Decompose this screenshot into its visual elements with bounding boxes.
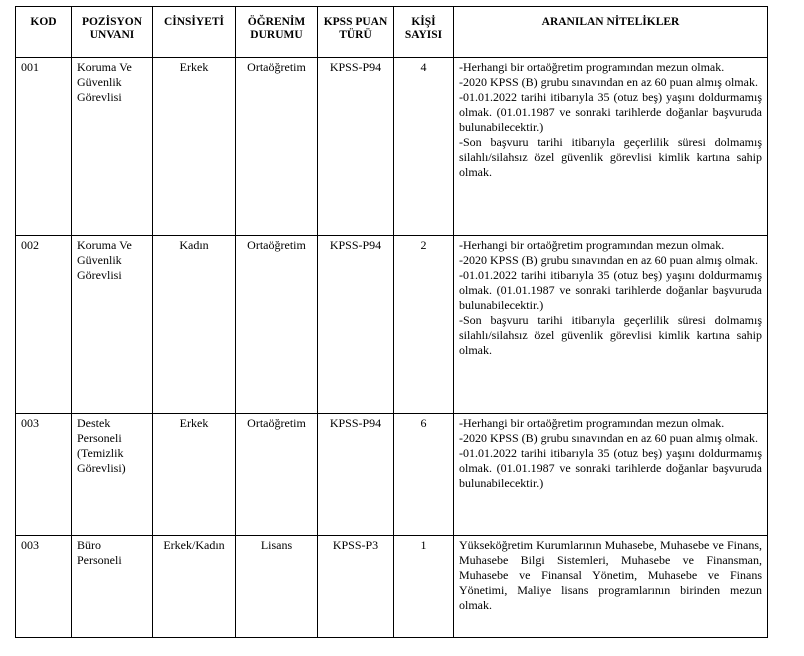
cell-kpss: KPSS-P94 — [318, 414, 394, 536]
header-pozisyon: POZİSYON UNVANI — [72, 7, 153, 58]
cell-pozisyon: Koruma Ve Güvenlik Görevlisi — [72, 236, 153, 414]
cell-ogrenim: Lisans — [236, 536, 318, 638]
header-nitelikler: ARANILAN NİTELİKLER — [454, 7, 768, 58]
cell-nitelikler — [454, 414, 768, 536]
header-kod: KOD — [16, 7, 72, 58]
table-row — [16, 536, 768, 638]
cell-kod: 003 — [16, 414, 72, 536]
positions-table — [15, 6, 768, 638]
requirement-item: -2020 KPSS (B) grubu sınavından en az 60 puan almış olmak. — [459, 431, 758, 445]
cell-kisi: 1 — [394, 536, 454, 638]
table-row — [16, 236, 768, 414]
cell-cinsiyet: Erkek/Kadın — [153, 536, 236, 638]
header-kisi: KİŞİ SAYISI — [394, 7, 454, 58]
cell-kod: 003 — [16, 536, 72, 638]
cell-nitelikler — [454, 236, 768, 414]
cell-ogrenim: Ortaöğretim — [236, 414, 318, 536]
requirement-item: -Herhangi bir ortaöğretim programından mezun olmak. — [459, 60, 725, 74]
header-ogrenim: ÖĞRENİM DURUMU — [236, 7, 318, 58]
cell-cinsiyet: Erkek — [153, 58, 236, 236]
requirement-item: -Herhangi bir ortaöğretim programından mezun olmak. — [459, 416, 725, 430]
requirement-item: -01.01.2022 tarihi itibarıyla 35 (otuz beş) yaşını doldurmamış olmak. (01.01.1987 ve sonraki tarihlerde doğanlar başvuruda bulunabilecektir.) — [459, 268, 762, 312]
requirement-item: -2020 KPSS (B) grubu sınavından en az 60 puan almış olmak. — [459, 253, 758, 267]
requirement-item: -01.01.2022 tarihi itibarıyla 35 (otuz beş) yaşını doldurmamış olmak. (01.01.1987 ve sonraki tarihlerde doğanlar başvuruda bulunabilecektir.) — [459, 90, 762, 134]
cell-ogrenim: Ortaöğretim — [236, 58, 318, 236]
cell-kisi: 4 — [394, 58, 454, 236]
requirement-item: Yükseköğretim Kurumlarının Muhasebe, Muhasebe ve Finans, Muhasebe Bilgi Sistemleri, Muhasebe ve Finansman, Muhasebe ve Finansal Yönetim, Muhasebe ve Finans Yönetimi, Maliye lisans programlarının birinden mezun olmak. — [459, 538, 762, 612]
requirement-item: -Son başvuru tarihi itibarıyla geçerlilik süresi dolmamış silahlı/silahsız özel güvenlik görevlisi kimlik kartına sahip olmak. — [459, 313, 762, 357]
cell-cinsiyet: Erkek — [153, 414, 236, 536]
cell-kod: 002 — [16, 236, 72, 414]
cell-cinsiyet: Kadın — [153, 236, 236, 414]
requirement-item: -2020 KPSS (B) grubu sınavından en az 60 puan almış olmak. — [459, 75, 758, 89]
cell-kpss: KPSS-P3 — [318, 536, 394, 638]
cell-kod: 001 — [16, 58, 72, 236]
cell-nitelikler — [454, 536, 768, 638]
requirement-item: -Son başvuru tarihi itibarıyla geçerlilik süresi dolmamış silahlı/silahsız özel güvenlik görevlisi kimlik kartına sahip olmak. — [459, 135, 762, 179]
requirement-item: -01.01.2022 tarihi itibarıyla 35 (otuz beş) yaşını doldurmamış olmak. (01.01.1987 ve sonraki tarihlerde doğanlar başvuruda bulunabilecektir.) — [459, 446, 762, 490]
cell-pozisyon: Destek Personeli (Temizlik Görevlisi) — [72, 414, 153, 536]
header-row — [16, 7, 768, 58]
cell-kisi: 2 — [394, 236, 454, 414]
requirement-item: -Herhangi bir ortaöğretim programından mezun olmak. — [459, 238, 725, 252]
cell-pozisyon: Koruma Ve Güvenlik Görevlisi — [72, 58, 153, 236]
cell-ogrenim: Ortaöğretim — [236, 236, 318, 414]
cell-kisi: 6 — [394, 414, 454, 536]
table-row — [16, 414, 768, 536]
table-row — [16, 58, 768, 236]
header-cinsiyet: CİNSİYETİ — [153, 7, 236, 58]
cell-kpss: KPSS-P94 — [318, 236, 394, 414]
cell-kpss: KPSS-P94 — [318, 58, 394, 236]
header-kpss: KPSS PUAN TÜRÜ — [318, 7, 394, 58]
cell-pozisyon: Büro Personeli — [72, 536, 153, 638]
cell-nitelikler — [454, 58, 768, 236]
